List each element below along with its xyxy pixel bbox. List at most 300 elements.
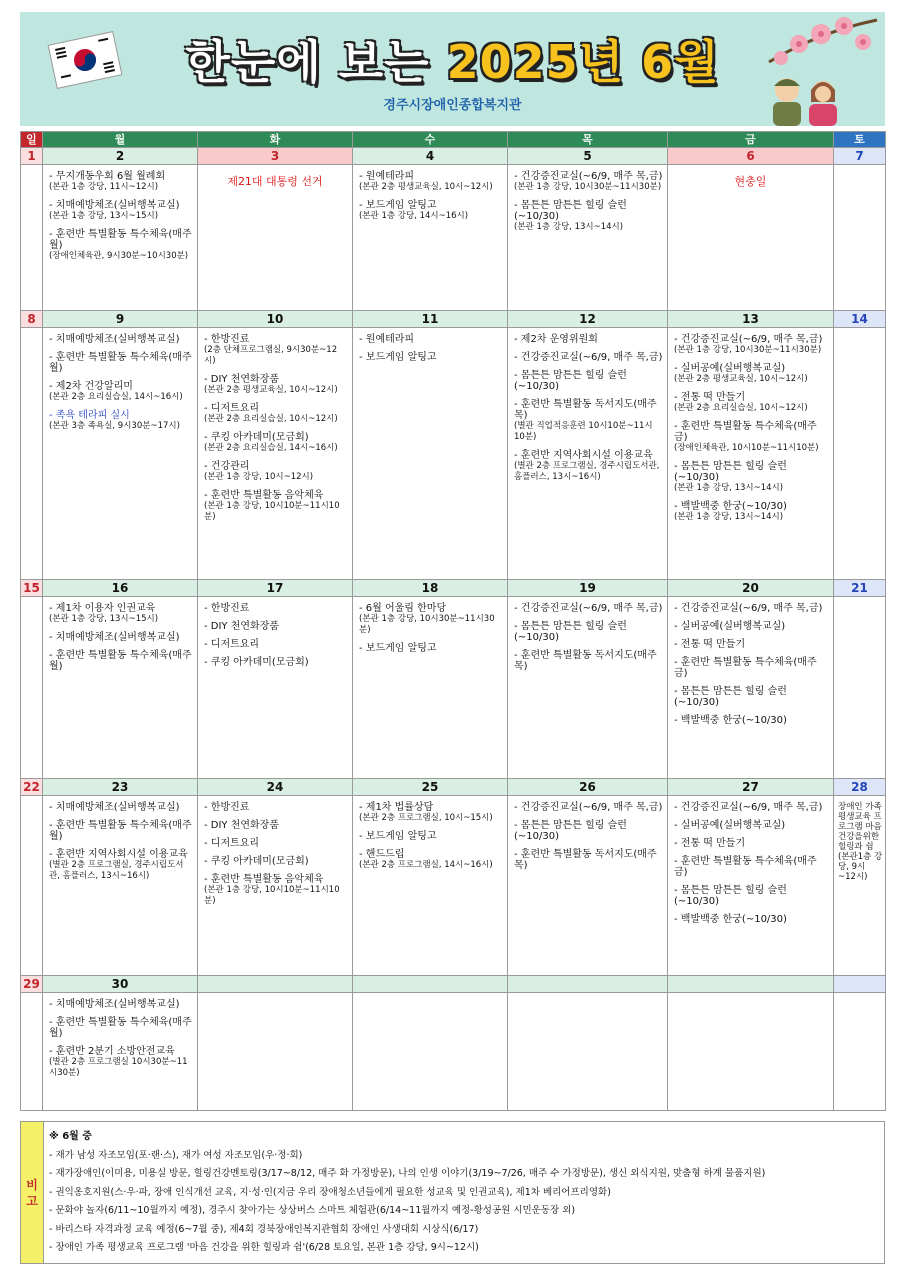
day-cell [668,796,834,976]
event-item [674,421,829,454]
event-detail: (본관 1층 강당, 14시~16시) [359,211,469,221]
date-number: 18 [353,580,508,597]
event-detail: (별관 직업적응훈련 10시10분~11시10분) [514,421,653,442]
notes-line: - 재가장애인(이미용, 미용실 방문, 힐링건강멘토링(3/17~8/12, 매주 화 가정방문), 나의 인생 이야기(3/19~7/26, 매주 수 가정방문), 생신 외식지원, 맞춤형 하계 물품지원) [49,1168,766,1179]
date-number: 15 [21,580,43,597]
event-title: - 핸드드립 [359,849,405,860]
date-number: 13 [668,311,834,328]
day-cell [353,165,508,311]
date-number: 9 [43,311,198,328]
event-title: - 전통 떡 만들기 [674,838,746,849]
event-item [49,229,193,262]
event-item [674,639,829,650]
event-list [198,597,352,668]
event-item [204,603,348,614]
event-item [49,1017,193,1039]
day-cell [43,165,198,311]
event-item [359,849,503,871]
event-title: - 훈련반 특별활동 특수체육(매주 월) [49,1017,192,1039]
day-cell [508,597,668,779]
date-number: 12 [508,311,668,328]
event-title: - 훈련반 특별활동 독서지도(매주 목) [514,650,657,672]
date-number: 4 [353,148,508,165]
event-item [204,639,348,650]
event-detail: (본관 2층 프로그램실, 10시~15시) [359,813,493,823]
event-title: - 보드게임 알팅고 [359,352,437,363]
day-cell [834,993,886,1111]
event-title: - 쿠킹 아카데미(모금회) [204,432,309,443]
header-sunday: 일 [21,132,43,148]
event-title: - 6월 어울림 한마당 [359,603,447,614]
event-item [49,200,193,222]
event-title: - 치매예방체조(실버행복교실) [49,632,180,643]
date-number [198,976,353,993]
day-cell [668,165,834,311]
week-5-events [21,993,886,1111]
date-number: 10 [198,311,353,328]
event-title: - 전통 떡 만들기 [674,639,746,650]
day-cell [21,993,43,1111]
event-detail: (본관 2층 요리실습실, 10시~12시) [204,414,338,424]
event-title: - 한방진료 [204,802,250,813]
event-item [204,657,348,668]
event-title: - 훈련반 특별활동 음악체육 [204,874,324,885]
event-item [359,352,503,363]
event-title: - 훈련반 특별활동 특수체육(매주 금) [674,657,817,679]
event-list [353,328,507,363]
event-item [204,874,348,907]
event-item [674,363,829,385]
event-list [43,597,197,672]
date-number: 7 [834,148,886,165]
event-item [359,334,503,345]
event-item [674,715,829,726]
event-title: - 보드게임 알팅고 [359,831,437,842]
event-detail: (본관 2층 평생교육실, 10시~12시) [204,385,338,395]
event-item [674,885,829,907]
event-item [359,643,503,654]
event-title: - 백발백중 한궁(~10/30) [674,715,787,726]
notes-line: - 재가 남성 자조모임(포·랜·스), 재가 여성 자조모임(우·정·회) [49,1149,303,1161]
event-title: - 백발백중 한궁(~10/30) [674,501,787,512]
event-title: - 치매예방체조(실버행복교실) [49,802,180,813]
event-item [674,501,829,523]
date-number: 28 [834,779,886,796]
day-cell [21,328,43,580]
event-item [204,461,348,483]
event-detail: (본관 1층 강당, 13시~14시) [674,483,784,493]
event-detail: (장애인체육관, 9시30분~10시30분) [49,251,189,261]
event-title: - DIY 천연화장품 [204,621,280,632]
date-number: 27 [668,779,834,796]
date-number: 21 [834,580,886,597]
event-item [49,820,193,842]
day-cell [834,328,886,580]
day-cell [198,328,353,580]
event-detail: (별관 2층 프로그램실 10시30분~11시30분) [49,1057,188,1078]
event-title: - 한방진료 [204,603,250,614]
notes-line: - 바리스타 자격과정 교육 예정(6~7월 중), 제4회 경북장애인복지관협회 장애인 사생대회 시상식(6/17) [49,1223,479,1235]
day-cell [21,796,43,976]
date-number: 6 [668,148,834,165]
notes-line: - 권익옹호지원(스·우·파, 장애 인식개선 교육, 지·성·인(지금 우리 장애청소년들에게 필요한 성교육 및 인권교육), 제1차 베리어프리영화) [49,1186,611,1198]
notes-heading: ※ 6월 중 [49,1131,92,1142]
event-title: - 건강증진교실(~6/9, 매주 목,금) [514,603,663,614]
event-item [674,621,829,632]
event-item [204,374,348,396]
event-title: - 건강증진교실(~6/9, 매주 목,금) [514,171,663,182]
title-part-2: 2025년 6월 [446,35,720,89]
notes-line: - 장애인 가족 평생교육 프로그램 '마음 건강을 위한 힐링과 쉼'(6/28 토요일, 본관 1층 강당, 9시~12시) [49,1242,479,1253]
event-item [49,802,193,813]
event-item [674,461,829,494]
event-item [49,334,193,345]
day-cell [353,597,508,779]
event-item [49,171,193,193]
day-cell [43,597,198,779]
event-item [674,802,829,813]
header-friday: 금 [668,132,834,148]
week-4-events [21,796,886,976]
event-item [674,334,829,356]
day-cell [43,993,198,1111]
event-item [204,334,348,367]
event-item [514,849,663,871]
event-item [514,820,663,842]
event-item [49,410,193,432]
event-title: - 건강증진교실(~6/9, 매주 목,금) [674,802,823,813]
event-detail: (본관 1층 강당, 10시10분~11시10분) [204,885,340,906]
header-thursday: 목 [508,132,668,148]
event-title: - 치매예방체조(실버행복교실) [49,999,180,1010]
week-2-events [21,328,886,580]
event-title: - 훈련반 지역사회시설 이용교육 [514,450,653,461]
day-cell [353,796,508,976]
event-list [353,796,507,871]
event-list [668,328,833,523]
event-list [43,328,197,432]
event-detail: (별관 2층 프로그램실, 경주시립도서관, 홈플러스, 13시~16시) [49,860,184,881]
event-item [514,802,663,813]
date-number: 11 [353,311,508,328]
saturday-event: 장애인 가족 평생교육 프로그램 마음 건강을위한 힐링과 쉼(본관1층 강당, 9시~12시) [838,802,883,882]
event-detail: (본관 1층 강당, 10시30분~11시30분) [674,345,822,355]
event-detail: (본관 2층 평생교육실, 10시~12시) [674,374,808,384]
event-title: - 훈련반 특별활동 특수체육(매주 금) [674,421,817,443]
notes-line: - 문화야 놀자(6/11~10월까지 예정), 경주시 찾아가는 상상버스 스마트 체험관(6/14~11월까지 예정-황성공원 시민운동장 외) [49,1205,576,1216]
event-item [204,856,348,867]
event-title: - 몸튼튼 맘튼튼 힐링 슬런(~10/30) [674,885,787,907]
event-list [198,328,352,523]
event-item [204,838,348,849]
event-title: - 건강증진교실(~6/9, 매주 목,금) [514,352,663,363]
date-number [668,976,834,993]
notes-label-char: 비 [26,1177,38,1192]
event-item [514,352,663,363]
event-list [43,165,197,262]
event-title: - 건강증진교실(~6/9, 매주 목,금) [674,603,823,614]
event-detail: (본관 1층 강당, 10시~12시) [204,472,314,482]
date-number: 30 [43,976,198,993]
day-cell [198,165,353,311]
day-cell [198,993,353,1111]
event-detail: (본관 1층 강당, 13시~15시) [49,614,159,624]
event-list [508,165,667,233]
event-item [514,621,663,643]
date-number: 20 [668,580,834,597]
week-3-dates [21,580,886,597]
event-detail: (별관 2층 프로그램실, 경주시립도서관, 홈플러스, 13시~16시) [514,461,660,482]
event-title: - 건강증진교실(~6/9, 매주 목,금) [674,334,823,345]
day-cell [198,597,353,779]
event-detail: (본관 2층 프로그램실, 14시~16시) [359,860,493,870]
week-4-dates [21,779,886,796]
header-wednesday: 수 [353,132,508,148]
event-item [514,399,663,443]
event-title: - 치매예방체조(실버행복교실) [49,334,180,345]
event-title: - 디저트요리 [204,639,260,650]
event-item [514,370,663,392]
header-tuesday: 화 [198,132,353,148]
event-title: - 족욕 테라피 실시 [49,410,130,421]
day-cell [21,597,43,779]
event-item [49,352,193,374]
event-title: - 실버공예(실버행복교실) [674,820,786,831]
event-title: - 치매예방체조(실버행복교실) [49,200,180,211]
event-title: - 훈련반 특별활동 독서지도(매주 목) [514,849,657,871]
event-title: - 훈련반 특별활동 음악체육 [204,490,324,501]
week-5-dates [21,976,886,993]
event-list [43,993,197,1079]
day-cell [668,328,834,580]
day-cell [508,328,668,580]
event-title: - 훈련반 2분기 소방안전교육 [49,1046,175,1057]
event-title: - 몸튼튼 맘튼튼 힐링 슬런(~10/30) [674,686,787,708]
organization-name: 경주시장애인종합복지관 [383,98,522,113]
event-list [198,796,352,907]
day-cell [508,796,668,976]
event-title: - 제2차 운영위원회 [514,334,598,345]
day-cell [834,796,886,976]
event-item [674,820,829,831]
event-item [674,603,829,614]
notes-label-char: 고 [26,1193,38,1208]
date-number: 24 [198,779,353,796]
date-number: 25 [353,779,508,796]
event-title: - 몸튼튼 맘튼튼 힐링 슬런(~10/30) [514,621,627,643]
event-item [49,650,193,672]
event-item [674,392,829,414]
day-cell [43,328,198,580]
event-list [508,796,667,871]
holiday-label: 제21대 대통령 선거 [227,175,323,188]
event-title: - 디저트요리 [204,403,260,414]
event-item [204,802,348,813]
week-2-dates [21,311,886,328]
event-title: - 훈련반 특별활동 특수체육(매주 월) [49,650,192,672]
event-list [43,796,197,882]
event-detail: (본관 3층 족욕실, 9시30분~17시) [49,421,180,431]
header-saturday: 토 [834,132,886,148]
event-detail: (2층 단체프로그램실, 9시30분~12시) [204,345,338,366]
event-item [514,171,663,193]
event-detail: (본관 1층 강당, 13시~14시) [674,512,784,522]
day-cell [353,328,508,580]
event-item [514,603,663,614]
date-number: 16 [43,580,198,597]
event-title: - 몸튼튼 맘튼튼 힐링 슬런(~10/30) [514,200,627,222]
date-number [834,976,886,993]
event-item [514,650,663,672]
date-number [508,976,668,993]
event-detail: (본관 1층 강당, 10시30분~11시30분) [514,182,662,192]
date-number: 8 [21,311,43,328]
event-item [514,450,663,483]
day-cell [834,165,886,311]
event-title: - DIY 천연화장품 [204,820,280,831]
event-title: - 제2차 건강알리미 [49,381,133,392]
notes-label [21,1122,44,1263]
notes-section [20,1121,885,1264]
event-title: - 전통 떡 만들기 [674,392,746,403]
date-number: 1 [21,148,43,165]
event-title: - 건강관리 [204,461,250,472]
event-item [359,171,503,193]
event-title: - 훈련반 특별활동 특수체육(매주 월) [49,352,192,374]
date-number: 22 [21,779,43,796]
title-part-1: 한눈에 보는 [185,35,447,89]
week-3-events [21,597,886,779]
event-item [204,820,348,831]
day-cell [668,597,834,779]
event-item [49,632,193,643]
event-title: - 훈련반 특별활동 특수체육(매주 월) [49,229,192,251]
event-item [359,603,503,636]
event-detail: (본관 1층 강당, 13시~15시) [49,211,159,221]
event-title: - 훈련반 특별활동 특수체육(매주 월) [49,820,192,842]
day-cell [508,993,668,1111]
event-title: - 훈련반 지역사회시설 이용교육 [49,849,188,860]
event-item [49,603,193,625]
calendar-grid [20,131,886,1111]
weekday-header-row [21,132,886,148]
event-title: - 건강증진교실(~6/9, 매주 목,금) [514,802,663,813]
page-title [20,26,885,92]
event-item [204,403,348,425]
date-number: 14 [834,311,886,328]
event-title: - 훈련반 특별활동 독서지도(매주 목) [514,399,657,421]
event-title: - 몸튼튼 맘튼튼 힐링 슬런(~10/30) [514,820,627,842]
day-cell [834,597,886,779]
date-number: 2 [43,148,198,165]
event-title: - 실버공예(실버행복교실) [674,621,786,632]
event-item [514,334,663,345]
event-item [674,838,829,849]
day-cell [508,165,668,311]
day-cell [353,993,508,1111]
event-detail: (본관 2층 요리실습실, 10시~12시) [674,403,808,413]
event-title: - 백발백중 한궁(~10/30) [674,914,787,925]
event-detail: (본관 1층 강당, 10시30분~11시30분) [359,614,495,635]
event-item [674,914,829,925]
event-detail: (본관 2층 요리실습실, 14시~16시) [49,392,183,402]
event-item [514,200,663,233]
event-title: - 한방진료 [204,334,250,345]
event-list [353,165,507,222]
event-title: - 무지개동우회 6월 월례회 [49,171,166,182]
event-item [204,490,348,523]
event-item [49,849,193,882]
date-number: 19 [508,580,668,597]
date-number: 23 [43,779,198,796]
week-1-dates [21,148,886,165]
event-item [204,432,348,454]
event-item [49,1046,193,1079]
event-item [359,802,503,824]
event-title: - 보드게임 알팅고 [359,643,437,654]
event-item [674,657,829,679]
header-banner [20,12,885,126]
event-item [359,831,503,842]
event-item [359,200,503,222]
event-title: - 몸튼튼 맘튼튼 힐링 슬런(~10/30) [514,370,627,392]
event-title: - 실버공예(실버행복교실) [674,363,786,374]
event-list [353,597,507,654]
date-number: 26 [508,779,668,796]
header-monday: 월 [43,132,198,148]
event-detail: (본관 1층 강당, 13시~14시) [514,222,624,232]
event-title: - DIY 천연화장품 [204,374,280,385]
event-detail: (장애인체육관, 10시10분~11시10분) [674,443,819,453]
date-number: 5 [508,148,668,165]
event-title: - 디저트요리 [204,838,260,849]
date-number [353,976,508,993]
event-title: - 보드게임 알팅고 [359,200,437,211]
event-detail: (본관 1층 강당, 11시~12시) [49,182,159,192]
day-cell [43,796,198,976]
event-title: - 쿠킹 아카데미(모금회) [204,657,309,668]
event-title: - 원예테라피 [359,171,415,182]
event-list [668,796,833,925]
event-title: - 몸튼튼 맘튼튼 힐링 슬런(~10/30) [674,461,787,483]
event-detail: (본관 2층 요리실습실, 14시~16시) [204,443,338,453]
event-list [508,328,667,483]
event-item [49,381,193,403]
event-list [668,597,833,726]
date-number: 29 [21,976,43,993]
day-cell [198,796,353,976]
event-detail: (본관 1층 강당, 10시10분~11시10분) [204,501,340,522]
event-title: - 제1차 법률상담 [359,802,434,813]
holiday-label: 현충일 [734,175,767,188]
event-detail: (본관 2층 평생교육실, 10시~12시) [359,182,493,192]
event-item [674,856,829,878]
event-item [674,686,829,708]
week-1-events [21,165,886,311]
day-cell [21,165,43,311]
event-title: - 훈련반 특별활동 특수체육(매주 금) [674,856,817,878]
event-item [204,621,348,632]
event-title: - 원예테라피 [359,334,415,345]
date-number: 17 [198,580,353,597]
event-title: - 제1차 이용자 인권교육 [49,603,156,614]
notes-content [49,1128,878,1258]
event-item [49,999,193,1010]
date-number: 3 [198,148,353,165]
day-cell [668,993,834,1111]
event-list [508,597,667,672]
event-title: - 쿠킹 아카데미(모금회) [204,856,309,867]
